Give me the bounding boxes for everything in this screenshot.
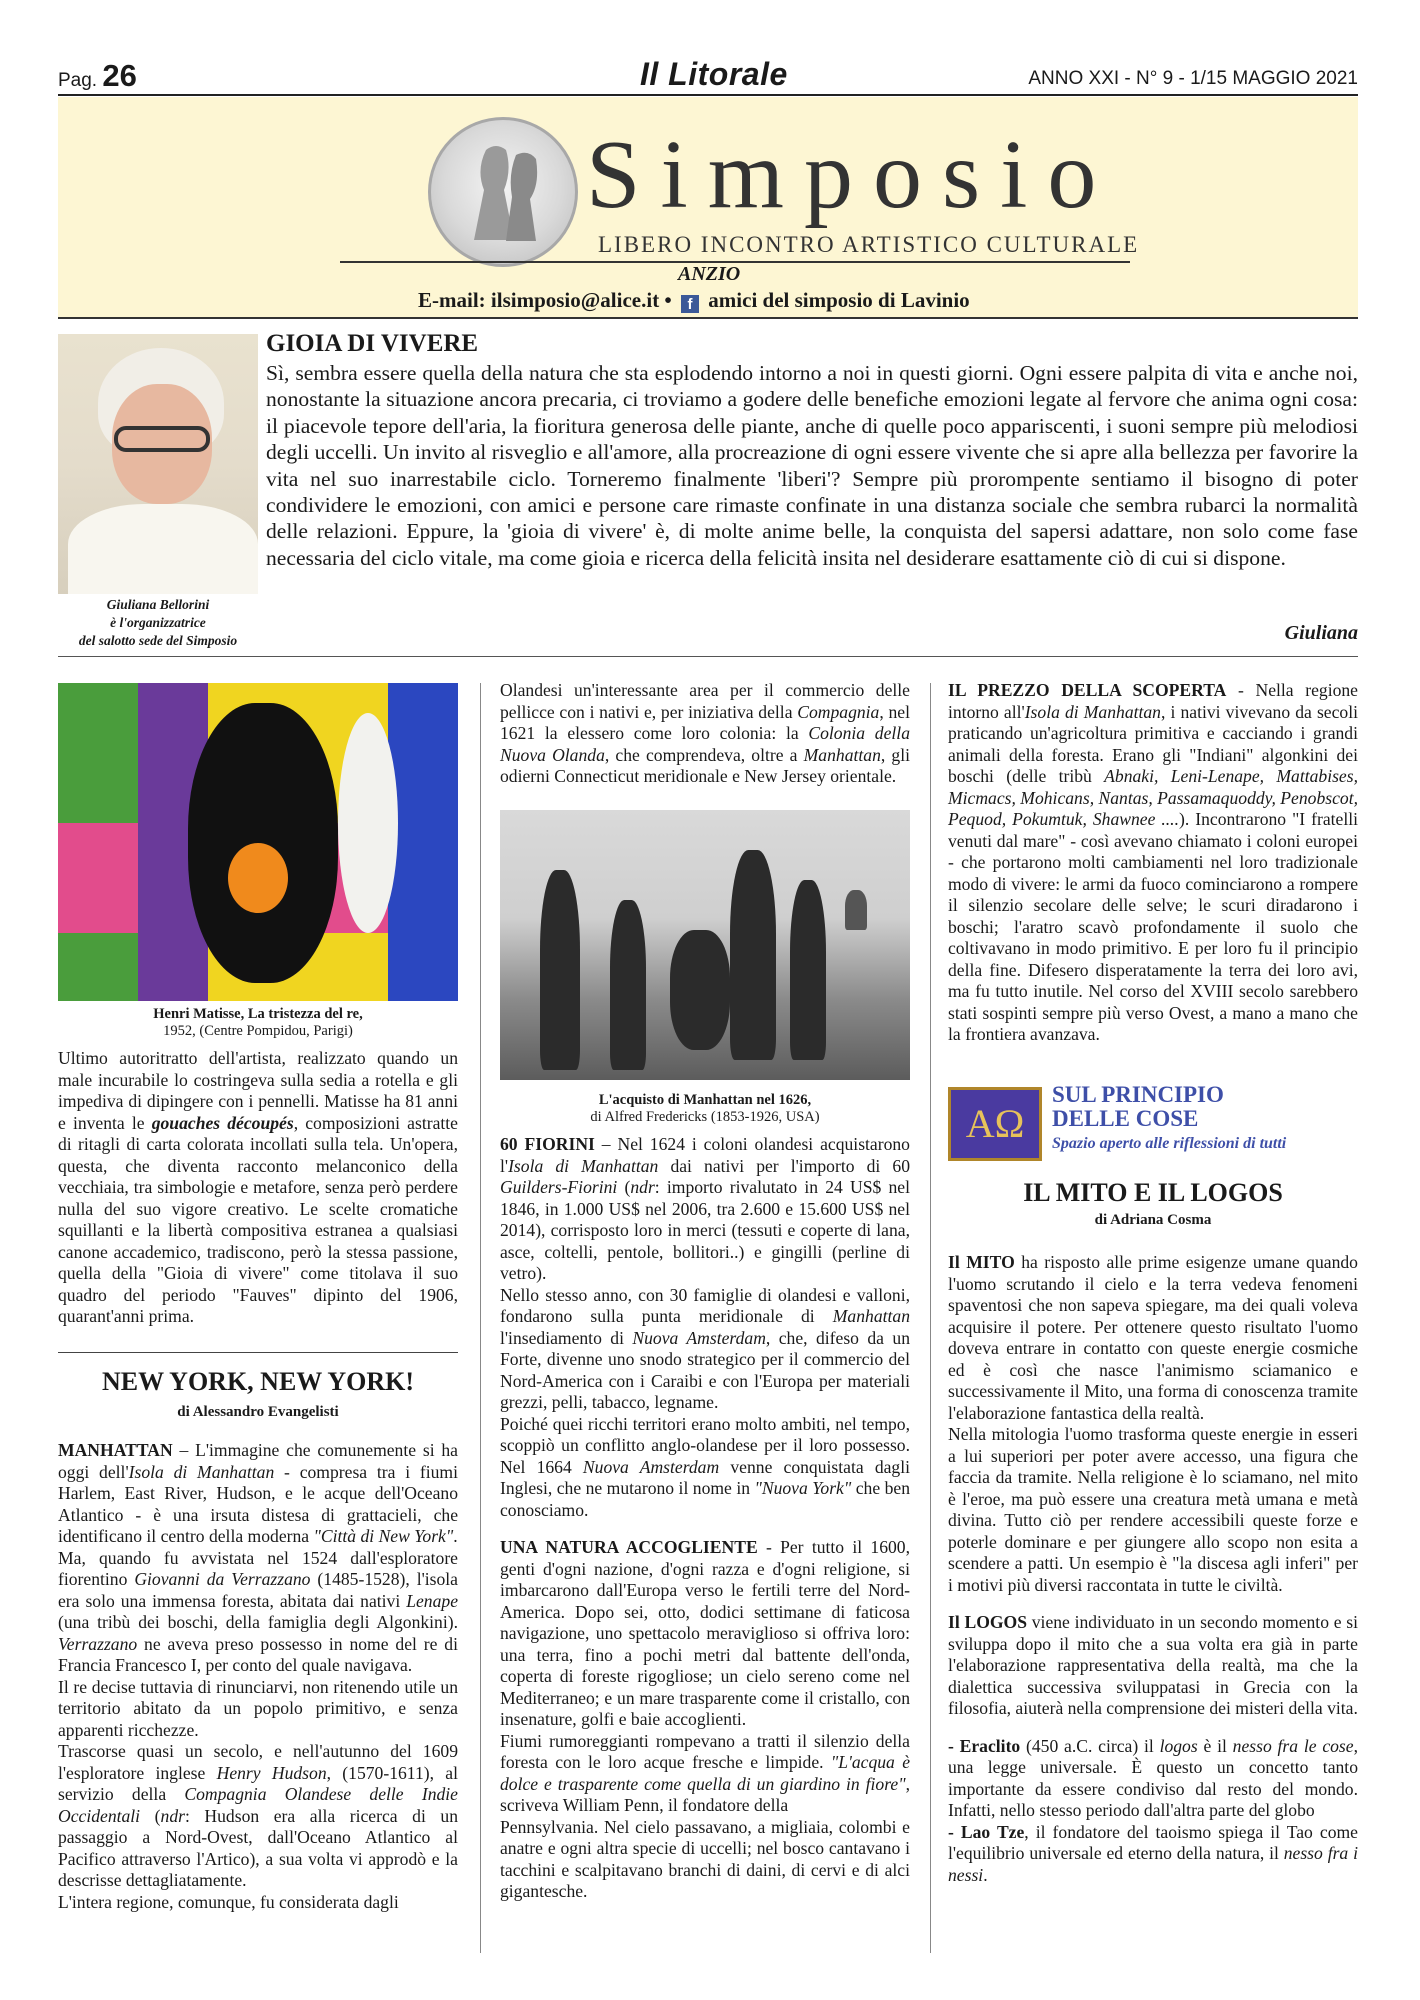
middle-text-top: Olandesi un'interessante area per il commercio delle pellicce con i nativi e, per iniziativa della Compagnia, nel 1621 la elessero come loro colonia: la Colonia della Nuova Olanda, che comprendeva, oltre a Manhattan, gli odierni Connecticut meridionale e New Jersey orientale.	[500, 680, 910, 786]
banner-title: Simposio	[586, 121, 1117, 229]
middle-text: 60 FIORINI – Nel 1624 i coloni olandesi acquistarono l'Isola di Manhattan dai nativi per l'importo di 60 Guilders-Fiorini (ndr: importo rivalutato in 24 US$ nel 1846, in 1.000 US$ nel 2006, tra 2.600 e 15.600 US$ nel 2014), corrisposto loro in merci (tessuti e coperte di lana, asce, coltelli, pentole, bollitori..) e gingilli (perline di vetro). Nello stesso anno, con 30 famiglie di olandesi e valloni, fondarono sulla punta meridionale di Manhattan l'insediamento di Nuova Amsterdam, che, difeso da un Forte, divenne uno snodo strategico per il commercio del Nord-America con i Caraibi e con l'Europa per materiali grezzi, pelli, tabacco, legname. Poiché quei ricchi territori erano molto ambiti, nel tempo, scoppiò un conflitto anglo-olandese per il loro possesso. Nel 1664 Nuova Amsterdam venne conquistata dagli Inglesi, che ne mutarono il nome in "Nuova York" che ben conosciamo. UNA NATURA ACCOGLIENTE - Per tutto il 1600, genti d'ogni nazione, d'ogni razza e d'ogni religione, si imbarcarono dall'Europa verso le fertili terre del Nord-America. Dopo sei, otto, dodici settimane di faticosa navigazione, uno spettacolo meraviglioso si offriva loro: una terra, fino a pochi metri dal battente dell'onda, coperta di foreste rigogliose; un cielo sereno come nel Mediterraneo; e un mare trasparente come il cristallo, con insenature, golfi e baie accoglienti. Fiumi rumoreggianti rompevano a tratti il silenzio della foresta con le loro acque fresche e limpide. "L'acqua è dolce e trasparente come quella di un giardino in fiore", scriveva William Penn, il fondatore della Pennsylvania. Nel cielo passavano, a migliaia, colombi e anatre e ogni altra specie di uccelli; nel bosco cantavano i tacchini e scalpitavano branchi di daini, di cervi e di alci gigantesche.	[500, 1134, 911, 1901]
newyork-text: MANHATTAN – L'immagine che comunemente si ha oggi dell'Isola di Manhattan - compresa tra i fiumi Harlem, East River, Hudson, e le acque dell'Oceano Atlantico - è una irsuta distesa di grattacieli, che identificano il centro della moderna "Città di New York". Ma, quando fu avvistata nel 1524 dall'esploratore fiorentino Giovanni da Verrazzano (1485-1528), l'isola era solo una immensa foresta, abitata dai nativi Lenape (una tribù dei boschi, della famiglia degli Algonkini). Verrazzano ne aveva preso possesso in nome del re di Francia Francesco I, per conto del quale navigava. Il re decise tuttavia di rinunciarvi, non ritenendo utile un territorio abitato da un popolo primitivo, e senza apparenti ricchezze. Trascorse quasi un secolo, e nell'autunno del 1609 l'esploratore inglese Henry Hudson, (1570-1611), al servizio della Compagnia Olandese delle Indie Occidentali (ndr: Hudson era alla ricerca di un passaggio a Nord-Ovest, dall'Oceano Atlantico al Pacifico attraverso l'Artico), a sua volta vi approdò e la descrisse dettagliatamente. L'intera regione, comunque, fu considerata dagli	[58, 1440, 459, 1912]
portrait-caption: Giuliana Bellorini è l'organizzatrice del salotto sede del Simposio	[78, 597, 238, 648]
banner-place: ANZIO	[678, 263, 741, 285]
facebook-icon: f	[681, 295, 699, 313]
alpha-omega-icon: ΑΩ	[948, 1087, 1042, 1161]
simposio-logo-icon	[428, 117, 578, 267]
mito-article-title: IL MITO E IL LOGOS	[1023, 1178, 1283, 1207]
issue-info: ANNO XXI - N° 9 - 1/15 MAGGIO 2021	[1028, 68, 1358, 89]
editorial-signature: Giuliana	[1284, 622, 1358, 644]
email-link[interactable]: E-mail: ilsimposio@alice.it •	[418, 288, 672, 312]
editorial-title: GIOIA DI VIVERE	[266, 330, 479, 357]
section-subtitle: Spazio aperto alle riflessioni di tutti	[1052, 1135, 1287, 1152]
section-title: SUL PRINCIPIO DELLE COSE	[1052, 1082, 1224, 1131]
facebook-link[interactable]: amici del simposio di Lavinio	[708, 288, 970, 312]
manhattan-purchase-image	[500, 810, 910, 1080]
page-number: Pag. 26	[58, 58, 137, 93]
mito-text: Il MITO ha risposto alle prime esigenze umane quando l'uomo scrutando il cielo e la terra vedeva fenomeni spaventosi che non sapeva spiegare, ma dei quali voleva acquisire il potere. Per ottenere questo risultato l'uomo doveva entrare in contatto con queste energie cosmiche ed è così che nasce l'animismo sciamanico e successivamente il Mito, una forma di conoscenza tramite l'elaborazione fantastica della realtà. Nella mitologia l'uomo trasforma queste energie in esseri a lui superiori per poter avere accesso, una figura che faccia da tramite. Nella religione è lo sciamano, nel mito è l'eroe, ma può essere una creatura metà umana e metà divina. Tutto ciò per rendere accessibili queste forze e poterle dominare e per giungere allo scopo non esita a scendere a patti. Un esempio è "la discesa agli inferi" per i motivi più diversi raccontata in tutte le civiltà. Il LOGOS viene individuato in un secondo momento e si sviluppa dopo il mito che a sua volta era già in parte l'elaborazione rappresentativa della realtà, ma che la dialettica successiva sviluppatasi in Grecia con la filosofia, aiuterà nella comprensione dei misteri della vita. - Eraclito (450 a.C. circa) il logos è il nesso fra le cose, una legge universale. È questo un concetto tanto importante da essere condiviso dal resto del mondo. Infatti, nello stesso periodo dall'altra parte del globo - Lao Tze, il fondatore del taoismo spiega il Tao come l'equilibrio universale ed eterno della natura, il nesso fra i nessi.	[948, 1252, 1358, 1885]
column-divider	[930, 683, 931, 1953]
editorial-body: Sì, sembra essere quella della natura che sta esplodendo intorno a noi in questi giorni. Ogni essere palpita di vita e anche noi, nonostante la situazione ancora precaria, ci troviamo a godere delle benefiche emozioni legate al fervore che anima ogni cosa: il piacevole tepore dell'aria, la fioritura generosa delle piante, anche di quelle poco appariscenti, i suoni sempre più melodiosi degli uccelli. Un invito al risveglio e all'amore, alla procreazione di ogni essere vivente che si apre alla bellezza per favorire la vita nel suo inarrestabile ciclo. Torneremo finalmente 'liberi'? Sempre più prorompente sentiamo il bisogno di poter condividere le emozioni, con amici e persone care rimaste confinate in una distanza sociale che sembra rubarci la normalità delle relazioni. Eppure, la 'gioia di vivere' è, di molte anime belle, la conquista del sapersi adattare, non solo come fase necessaria del ciclo vitale, ma come gioia e ricerca della felicità insita nel desiderare esattamente ciò di cui si dispone.	[266, 361, 1358, 570]
contact-line	[418, 288, 970, 313]
banner-tagline: LIBERO INCONTRO ARTISTICO CULTURALE	[598, 232, 1140, 257]
portrait-photo	[58, 334, 258, 594]
section-rule	[58, 656, 1358, 657]
article-rule	[58, 1352, 458, 1353]
matisse-caption: Henri Matisse, La tristezza del re, 1952, (Centre Pompidou, Parigi)	[153, 1006, 363, 1039]
masthead: Il Litorale	[640, 56, 788, 92]
manhattan-image-caption: L'acquisto di Manhattan nel 1626, di Alfred Fredericks (1853-1926, USA)	[590, 1092, 820, 1125]
matisse-text: Ultimo autoritratto dell'artista, realizzato quando un male incurabile lo costringeva sulla sedia a rotella e gli impediva di dipingere con i pennelli. Matisse ha 81 anni e inventa le gouaches découpés, composizioni astratte di ritagli di carta colorata incollati sulla tela. Un'opera, questa, che diventa racconto melanconico della vecchiaia, tra simbologie e metafore, senza però perdere nulla del suo vigore creativo. Le scelte cromatiche squillanti e la libertà compositiva estranea a qualsiasi canone accademico, tradiscono, però la stessa passione, quella della "Gioia di vivere" come titolava il suo quadro del periodo "Fauves" dipinto del 1906, quarant'anni prima.	[58, 1048, 458, 1326]
prezzo-text: IL PREZZO DELLA SCOPERTA - Nella regione intorno all'Isola di Manhattan, i nativi vivevano da secoli praticando un'agricoltura primitiva e cacciando i grandi animali della foresta. Erano gli "Indiani" algonkini dei boschi (delle tribù Abnaki, Leni-Lenape, Mattabises, Micmacs, Mohicans, Nantas, Passamaquoddy, Penobscot, Pequod, Pokumtuk, Shawnee ....). Incontrarono "I fratelli venuti dal mare" - così avevano chiamato i coloni europei - che portarono molti cambiamenti nel loro tradizionale modo di vivere: le armi da fuoco cominciarono a rompere il silenzio secolare delle selve; le scuri diradarono i boschi; l'aratro scavò profondamente il suolo che coltivavano in modo primitivo. E per loro fu il principio della fine. Difesero disperatamente la terra dei loro avi, ma fu tutto inutile. Nel corso del XVIII secolo sarebbero stati sospinti sempre più verso Ovest, a mano a mano che la frontiera avanzava.	[948, 680, 1358, 1044]
header-rule	[58, 94, 1358, 96]
mito-article-byline: di Adriana Cosma	[1094, 1212, 1212, 1228]
column-divider	[480, 683, 481, 1953]
article-byline: di Alessandro Evangelisti	[177, 1404, 339, 1420]
article-title: NEW YORK, NEW YORK!	[101, 1367, 415, 1396]
matisse-artwork-image	[58, 683, 458, 1001]
simposio-banner	[58, 97, 1358, 319]
